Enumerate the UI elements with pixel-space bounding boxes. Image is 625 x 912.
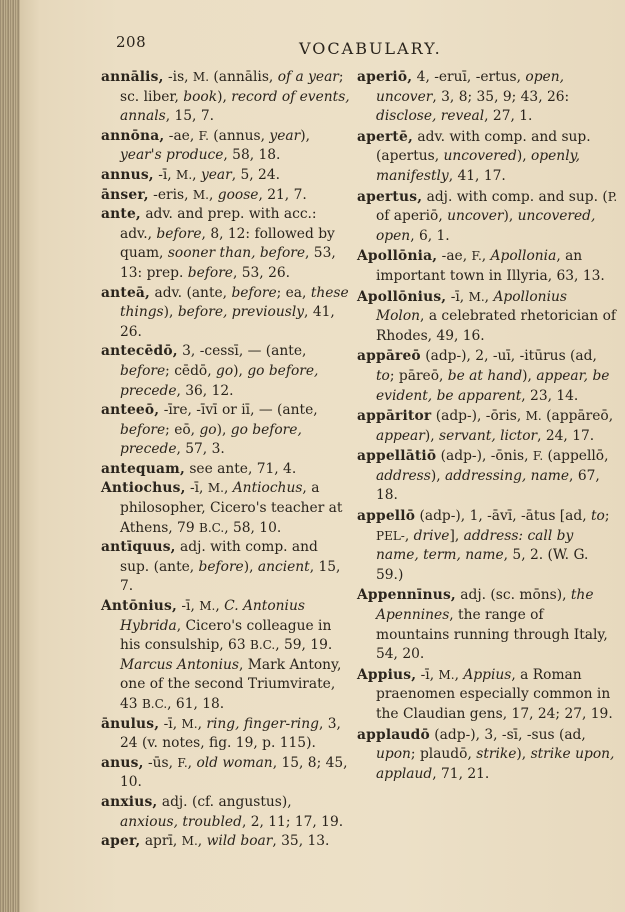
entry-text: (appāreō,: [541, 408, 614, 425]
entry-text: ),: [516, 148, 531, 165]
entry-text: ,: [404, 527, 414, 544]
right-column: [357, 68, 619, 784]
entry-text: ),: [516, 746, 531, 763]
vocabulary-entry: [101, 793, 351, 832]
entry-text: , 2, 11; 17, 19.: [241, 813, 344, 830]
entry-text: , a Roman praenomen especially common in the Claudian gens, 17, 24; 27, 19.: [376, 666, 613, 722]
entry-text: -ī,: [177, 598, 200, 615]
vocabulary-entry: [357, 447, 619, 506]
entry-headword: aperiō,: [357, 69, 413, 85]
entry-text: ],: [449, 527, 464, 544]
entry-text: -īre, -īvī or iī, — (ante,: [159, 402, 318, 419]
entry-text: open, uncover: [376, 69, 564, 105]
entry-text: , Mark Antony, one of the second Triumvirate, 43: [120, 656, 342, 712]
entry-headword: annōna,: [101, 127, 165, 144]
entry-text: adv. with comp. and sup. (apertus,: [376, 128, 591, 165]
entry-text: ),: [424, 427, 440, 444]
entry-text: be at hand: [447, 367, 523, 384]
entry-text: adj. with comp. and sup. (ante,: [120, 539, 318, 575]
entry-text: , 41, 17.: [448, 167, 506, 184]
entry-text: -ī,: [185, 480, 208, 497]
entry-headword: annus,: [101, 166, 154, 183]
entry-text: ; ea,: [276, 284, 311, 301]
entry-headword: ānser,: [101, 186, 149, 203]
entry-text: 4, -eruī, -ertus,: [412, 69, 526, 85]
entry-text: to: [376, 367, 390, 384]
entry-text: before: [120, 421, 166, 438]
vocabulary-entry: [101, 166, 351, 186]
vocabulary-entry: [357, 68, 619, 127]
entry-text: ,: [215, 598, 225, 615]
entry-text: -ī,: [153, 166, 177, 183]
entry-headword: Apollōnius,: [357, 288, 447, 305]
entry-text: M.: [207, 481, 224, 496]
entry-text: year's produce: [120, 147, 224, 164]
entry-text: 3, -cessī, — (ante,: [177, 343, 307, 360]
entry-text: before: [198, 558, 244, 575]
entry-text: adj. with comp. and sup. (: [422, 188, 608, 205]
entry-text: , 5, 2. (W. G. 59.): [376, 547, 589, 583]
vocabulary-entry: [357, 288, 619, 347]
entry-text: , Cicero's colleague in his consulship, 63: [120, 617, 332, 654]
entry-headword: Appius,: [357, 666, 417, 683]
entry-text: strike: [476, 746, 517, 763]
entry-text: M.: [468, 289, 485, 304]
entry-text: ; eō,: [165, 421, 200, 438]
vocabulary-entry: [101, 127, 351, 166]
entry-text: , 21, 7.: [258, 186, 307, 203]
entry-text: , 53, 26.: [232, 264, 291, 281]
entry-text: , 15, 8; 45, 10.: [120, 754, 348, 791]
entry-text: (annālis,: [209, 69, 278, 85]
entry-text: M.: [176, 167, 193, 182]
entry-text: , 58, 18.: [223, 147, 281, 164]
entry-text: -ūs,: [143, 754, 178, 771]
entry-text: openly, manifestly: [376, 148, 580, 184]
entry-text: servant, lictor: [439, 427, 538, 444]
entry-headword: appāreō: [357, 348, 421, 365]
entry-text: ),: [503, 208, 518, 225]
entry-headword: antīquus,: [101, 539, 176, 556]
entry-text: go: [216, 362, 234, 379]
entry-text: Marcus Antonius: [120, 656, 239, 673]
entry-text: the Apennines: [376, 587, 594, 624]
vocabulary-entry: [101, 597, 351, 715]
entry-text: , an important town in Illyria, 63, 13.: [376, 248, 605, 284]
entry-headword: Apollōnia,: [357, 248, 438, 265]
entry-text: ),: [430, 467, 445, 484]
vocabulary-entry: [357, 586, 619, 664]
entry-text: ),: [243, 558, 258, 575]
entry-text: ,: [454, 666, 464, 683]
entry-text: Apollonius Molon: [376, 288, 567, 325]
entry-text: M.: [525, 409, 542, 424]
vocabulary-entry: [101, 479, 351, 538]
entry-text: (adp-), 1, -āvī, -ātus [ad,: [415, 508, 591, 525]
page-number: 208: [116, 33, 147, 51]
entry-headword: Appennīnus,: [357, 587, 456, 604]
entry-text: of aperiō,: [376, 208, 448, 225]
entry-headword: appāritor: [357, 408, 432, 425]
entry-text: sooner than, before: [167, 245, 306, 262]
entry-text: ,: [484, 288, 494, 305]
entry-text: ,: [197, 833, 207, 850]
entry-text: -ī,: [416, 666, 439, 683]
entry-text: , 36, 12.: [176, 382, 234, 399]
entry-text: , 58, 10.: [224, 519, 282, 536]
page-title: VOCABULARY.: [299, 39, 442, 58]
entry-text: B.C.: [199, 520, 225, 535]
entry-text: Antiochus: [232, 480, 303, 497]
vocabulary-entry: [101, 754, 351, 793]
entry-text: ,: [192, 166, 201, 183]
entry-text: , a celebrated rhetorician of Rhodes, 49, 16.: [376, 308, 617, 344]
entry-text: disclose, reveal: [376, 108, 485, 125]
entry-text: ; sc. liber,: [120, 69, 344, 105]
entry-text: go before, precede: [120, 362, 319, 399]
vocabulary-entry: [101, 186, 351, 206]
entry-text: appear, be evident, be apparent: [376, 367, 610, 404]
entry-text: (appellō,: [543, 448, 609, 465]
entry-text: ),: [233, 362, 248, 379]
entry-text: PEL-: [376, 528, 405, 543]
entry-text: , 59, 19.: [275, 637, 333, 654]
entry-headword: apertus,: [357, 188, 423, 205]
entry-text: -ī,: [159, 715, 182, 732]
entry-text: ,: [187, 754, 197, 771]
entry-text: ),: [216, 421, 231, 438]
entry-text: , the range of mountains running through Italy, 54, 20.: [376, 607, 608, 663]
entry-text: P.: [607, 189, 618, 204]
vocabulary-entry: [357, 188, 619, 247]
entry-text: (annus,: [208, 127, 270, 144]
entry-headword: anteā,: [101, 284, 151, 301]
vocabulary-entry: [101, 284, 351, 343]
entry-headword: appellātiō: [357, 448, 437, 465]
entry-text: ancient: [257, 558, 310, 575]
vocabulary-entry: [101, 460, 351, 480]
entry-text: M.: [181, 834, 198, 849]
vocabulary-entry: [101, 68, 351, 127]
entry-headword: anus,: [101, 754, 144, 771]
entry-text: book: [183, 88, 218, 105]
entry-headword: aper,: [101, 833, 141, 850]
entry-text: ,: [197, 715, 207, 732]
vocabulary-entry: [357, 407, 619, 446]
entry-text: year: [200, 166, 232, 183]
entry-text: -ae,: [164, 127, 199, 144]
entry-text: -ī,: [446, 288, 469, 305]
entry-text: , 71, 21.: [432, 765, 490, 782]
entry-text: C. Antonius Hybrida: [120, 598, 305, 634]
entry-text: ; pāreō,: [389, 367, 448, 384]
entry-text: B.C.: [250, 638, 276, 653]
entry-text: F.: [471, 249, 482, 264]
entry-text: Apollonia: [490, 248, 557, 265]
entry-text: , 5, 24.: [231, 166, 280, 183]
entry-text: , 3, 24 (v. notes, fig. 19, p. 115).: [120, 715, 341, 752]
entry-text: address: [376, 467, 431, 484]
entry-text: , a philosopher, Cicero's teacher at Athens, 79: [120, 480, 343, 536]
entry-text: ring, finger-ring: [206, 715, 319, 732]
entry-text: -ae,: [437, 248, 472, 265]
vocabulary-entry: [357, 128, 619, 187]
entry-headword: anxius,: [101, 793, 158, 810]
entry-text: , 67, 18.: [376, 467, 600, 504]
entry-text: to: [591, 508, 605, 525]
entry-text: before, previously: [177, 304, 305, 321]
entry-headword: annālis,: [101, 69, 164, 85]
vocabulary-entry: [101, 832, 351, 852]
entry-text: before: [156, 225, 202, 242]
entry-text: of a year: [277, 69, 339, 85]
entry-text: appear: [376, 427, 425, 444]
entry-text: strike upon, applaud: [376, 746, 615, 782]
entry-text: ,: [223, 480, 233, 497]
vocabulary-entry: [101, 205, 351, 283]
entry-text: F.: [198, 128, 209, 143]
entry-text: upon: [376, 746, 411, 763]
vocabulary-entry: [101, 715, 351, 754]
entry-text: ; plaudō,: [410, 746, 477, 763]
vocabulary-entry: [101, 342, 351, 401]
entry-text: F.: [532, 449, 544, 464]
entry-text: ,: [481, 248, 491, 265]
entry-text: uncovered, open: [376, 208, 596, 244]
entry-text: , 57, 3.: [176, 441, 225, 458]
entry-text: , 23, 14.: [521, 387, 579, 404]
entry-text: , 24, 17.: [537, 427, 595, 444]
book-spine-edge: [0, 0, 20, 912]
entry-text: uncovered: [443, 148, 517, 165]
entry-text: , 41, 26.: [120, 304, 335, 340]
entry-text: , 8, 12: followed by quam,: [120, 225, 335, 262]
entry-text: wild boar: [206, 833, 273, 850]
entry-text: adv. (ante,: [150, 284, 232, 301]
entry-text: -is,: [163, 69, 193, 85]
vocabulary-entry: [357, 666, 619, 725]
entry-text: (adp-), 3, -sī, -sus (ad,: [429, 726, 586, 743]
entry-text: year: [269, 127, 301, 144]
entry-text: , 61, 18.: [167, 696, 225, 712]
entry-text: goose: [217, 186, 259, 203]
entry-text: M.: [181, 716, 198, 731]
entry-text: old woman: [196, 754, 273, 771]
entry-text: , 53, 13: prep.: [120, 245, 336, 281]
entry-text: before: [120, 362, 166, 379]
entry-text: ),: [163, 304, 178, 321]
left-column: [101, 68, 351, 852]
entry-headword: applaudō: [357, 726, 430, 743]
entry-text: anxious, troubled: [120, 813, 242, 830]
entry-text: ; cēdō,: [165, 362, 217, 379]
entry-headword: ante,: [101, 206, 141, 223]
entry-text: M.: [199, 599, 216, 614]
entry-text: ;: [604, 508, 610, 525]
entry-text: aprī,: [140, 833, 182, 850]
entry-text: go: [199, 421, 217, 438]
vocabulary-entry: [101, 401, 351, 460]
vocabulary-entry: [101, 538, 351, 597]
entry-text: go before, precede: [120, 421, 302, 458]
entry-text: drive: [413, 527, 450, 544]
entry-text: F.: [177, 755, 188, 770]
entry-headword: Antōnius,: [101, 598, 177, 615]
entry-text: uncover: [447, 208, 504, 225]
entry-headword: apertē,: [357, 128, 413, 145]
entry-text: , 15, 7.: [120, 558, 341, 595]
entry-text: Appius: [463, 666, 512, 683]
entry-text: adv. and prep. with acc.: adv.,: [120, 206, 317, 242]
entry-headword: appellō: [357, 508, 416, 525]
entry-text: adj. (cf. angustus),: [157, 793, 292, 810]
entry-text: ),: [217, 88, 232, 105]
entry-text: record of events, annals: [120, 88, 350, 125]
entry-headword: antequam,: [101, 460, 185, 477]
entry-text: before: [231, 284, 277, 301]
vocabulary-entry: [357, 247, 619, 286]
vocabulary-entry: [357, 347, 619, 406]
entry-headword: anteeō,: [101, 402, 160, 419]
entry-headword: ānulus,: [101, 715, 160, 732]
entry-text: , 35, 13.: [272, 833, 330, 850]
entry-text: (adp-), -ōris,: [431, 408, 526, 425]
entry-text: , 6, 1.: [410, 227, 450, 244]
entry-text: address: call by name, term, name: [376, 527, 574, 564]
entry-text: M.: [438, 667, 455, 682]
entry-text: M.: [192, 187, 209, 202]
entry-text: these things: [120, 284, 349, 321]
entry-text: ,: [208, 186, 218, 203]
entry-text: see ante, 71, 4.: [184, 460, 297, 477]
entry-text: , 27, 1.: [484, 108, 533, 125]
entry-headword: antecēdō,: [101, 343, 178, 360]
entry-text: -eris,: [148, 186, 193, 203]
entry-headword: Antiochus,: [101, 480, 186, 497]
entry-text: B.C.: [141, 697, 168, 711]
entry-text: M.: [192, 70, 210, 84]
vocabulary-entry: [357, 507, 619, 585]
entry-text: ),: [522, 367, 537, 384]
entry-text: adj. (sc. mōns),: [455, 587, 571, 604]
entry-text: (adp-), 2, -uī, -itūrus (ad,: [420, 348, 597, 365]
entry-text: addressing, name: [444, 467, 570, 484]
entry-text: , 15, 7.: [165, 108, 214, 125]
entry-text: , 3, 8; 35, 9; 43, 26:: [432, 88, 570, 105]
entry-text: ),: [300, 127, 310, 144]
entry-text: before: [187, 264, 233, 281]
vocabulary-entry: [357, 726, 619, 785]
entry-text: (adp-), -ōnis,: [436, 448, 533, 465]
